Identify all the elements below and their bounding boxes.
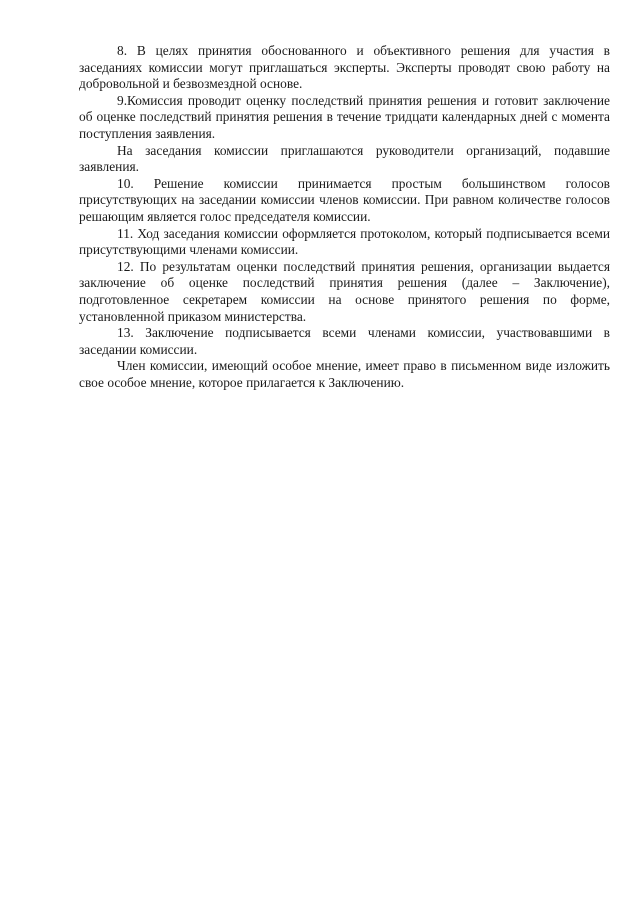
paragraph-item-10: 10. Решение комиссии принимается простым большинством голосов присутствующих на заседании комиссии членов комиссии. При равном количестве голосов решающим является голос председателя комиссии. xyxy=(79,175,610,224)
paragraph-item-13: 13. Заключение подписывается всеми членами комиссии, участвовавшими в заседании комиссии. xyxy=(79,325,610,357)
paragraph-item-12: 12. По результатам оценки последствий принятия решения, организации выдается заключение об оценке последствий принятия решения (далее – Заключение), подготовленное секретарем комиссии на основе принятого решения по форме, установленной приказом министерства. xyxy=(79,258,610,324)
document-body xyxy=(79,43,610,391)
paragraph-item-8: 8. В целях принятия обоснованного и объективного решения для участия в заседаниях комиссии могут приглашаться эксперты. Эксперты проводят свою работу на добровольной и безвозмездной основе. xyxy=(79,43,610,92)
paragraph-item-11: 11. Ход заседания комиссии оформляется протоколом, который подписывается всеми присутствующими членами комиссии. xyxy=(79,225,610,258)
paragraph-item-9: 9.Комиссия проводит оценку последствий принятия решения и готовит заключение об оценке последствий принятия решения в течение тридцати календарных дней с момента поступления заявления. xyxy=(79,92,610,141)
paragraph-invitation: На заседания комиссии приглашаются руководители организаций, подавшие заявления. xyxy=(79,142,610,175)
paragraph-dissenting-opinion: Член комиссии, имеющий особое мнение, имеет право в письменном виде изложить свое особое мнение, которое прилагается к Заключению. xyxy=(79,358,610,390)
